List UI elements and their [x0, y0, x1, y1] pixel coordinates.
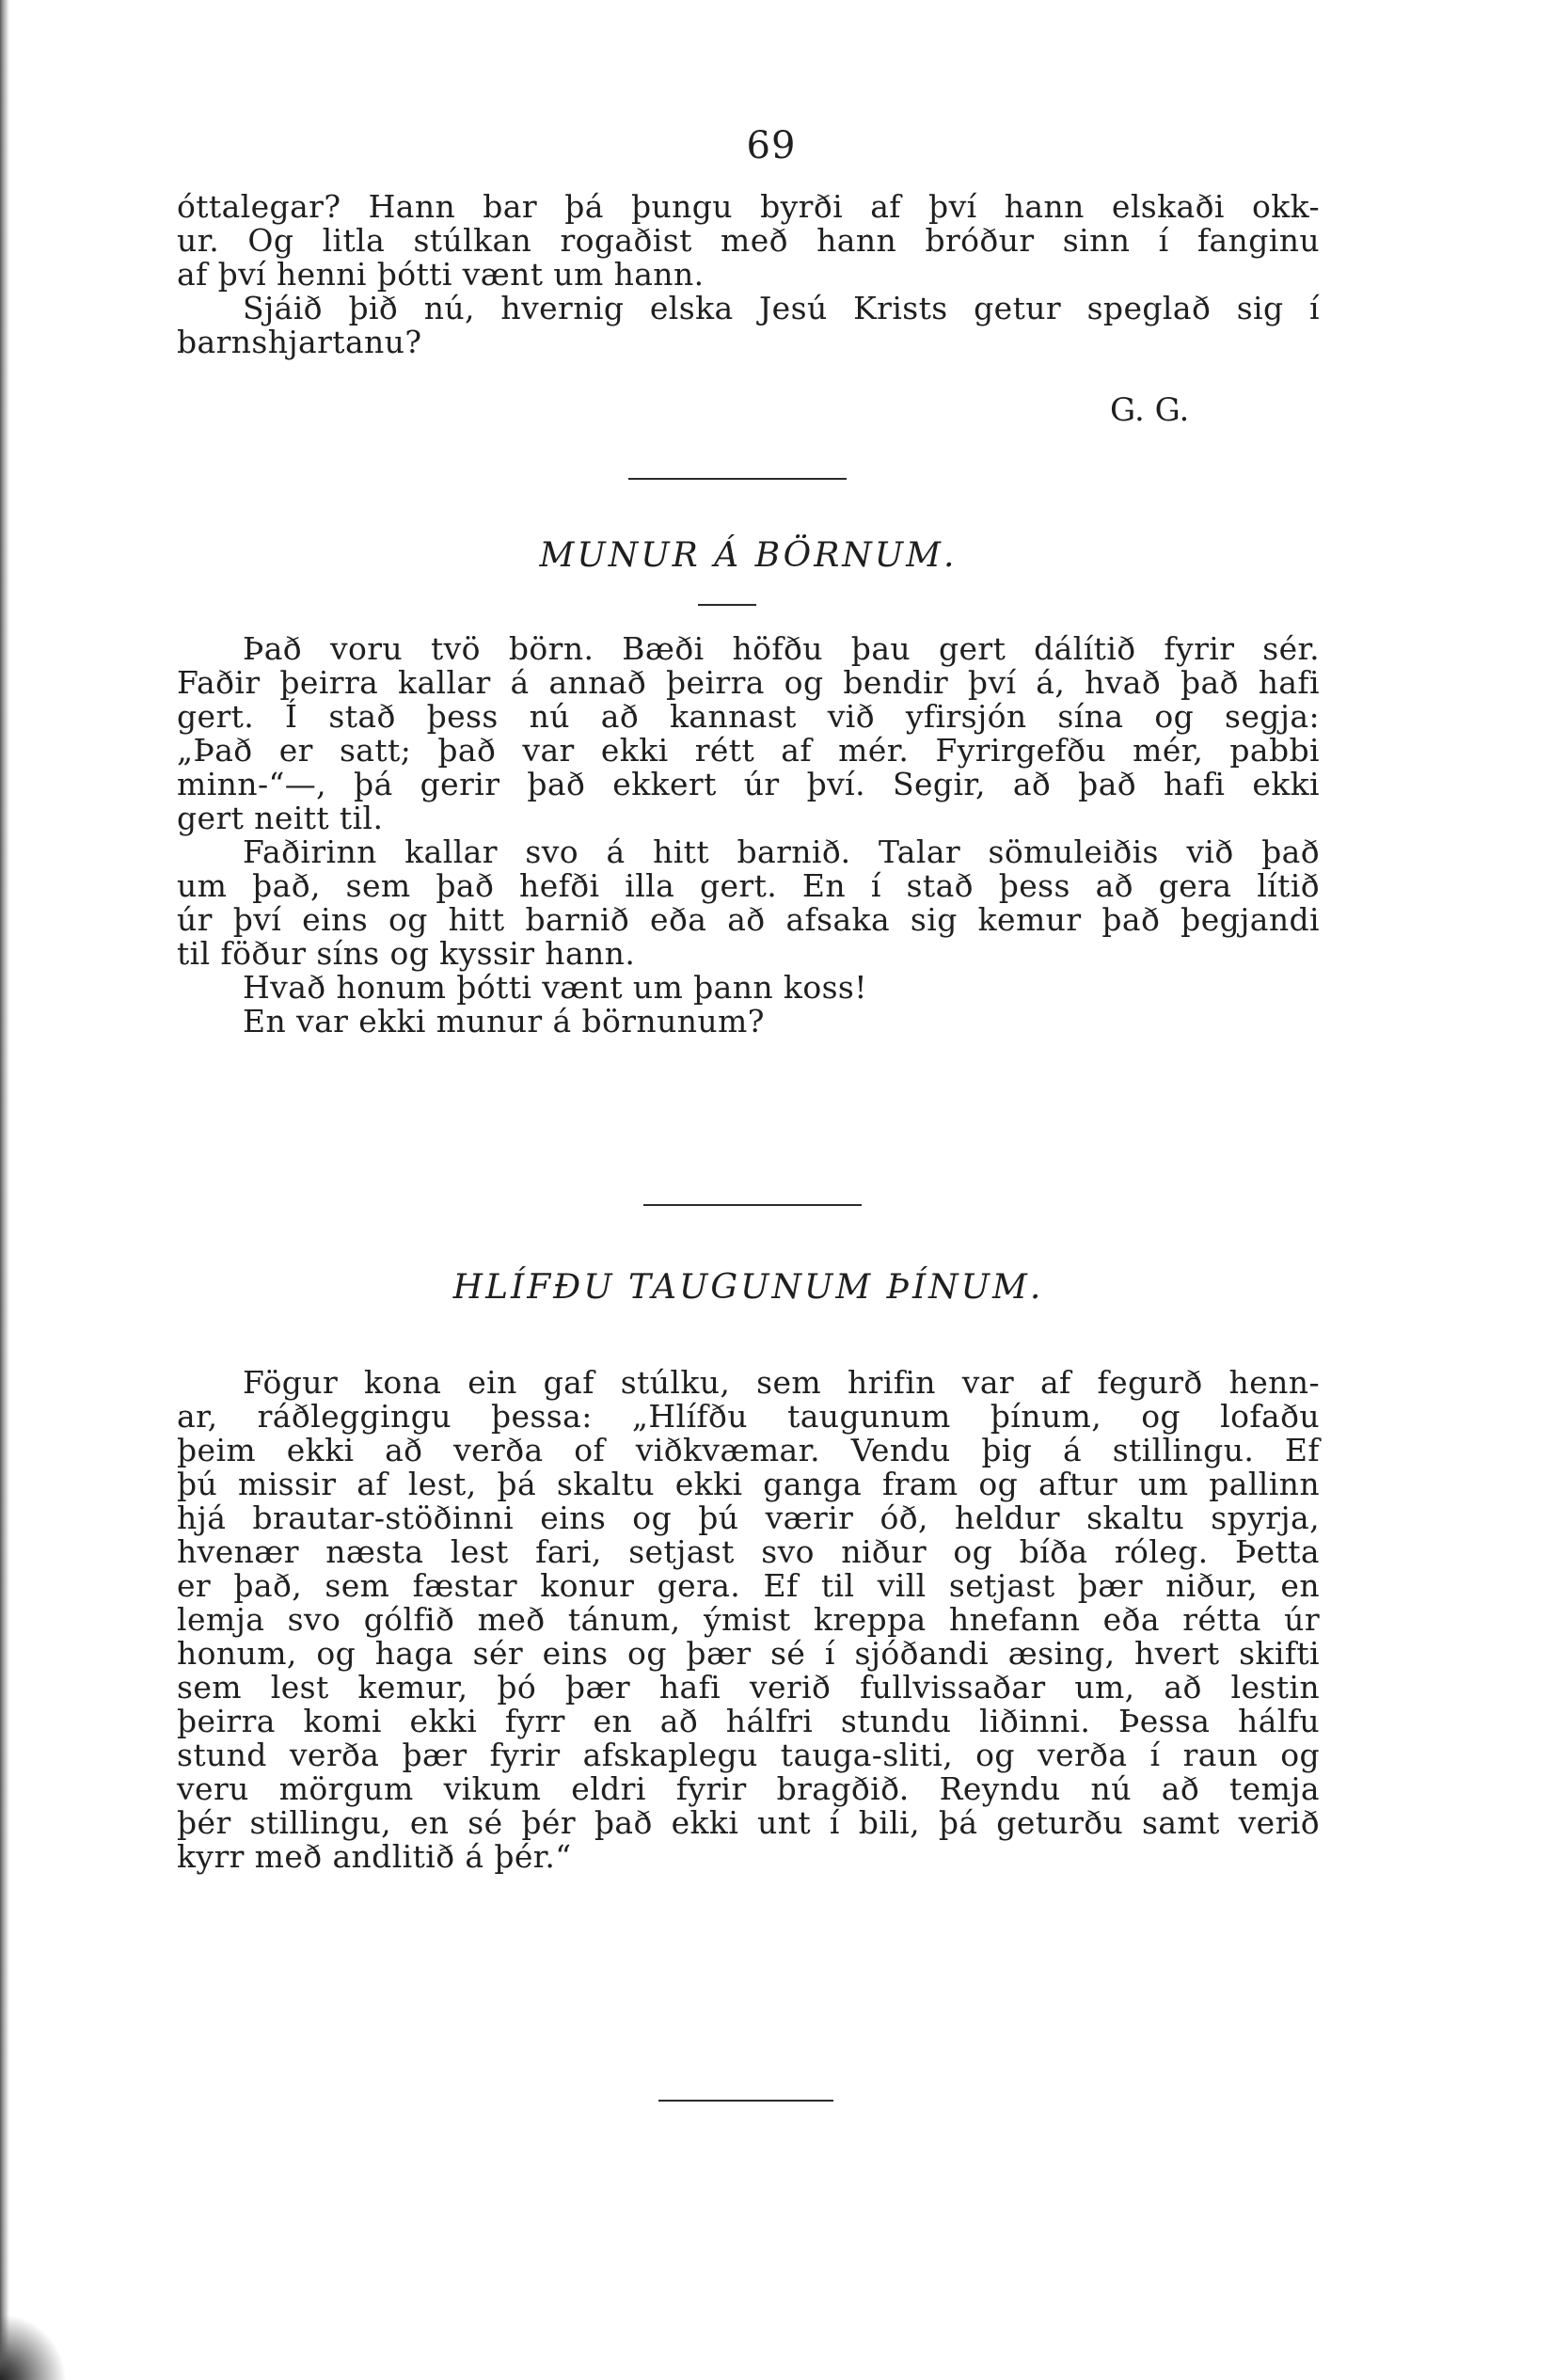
text-line: gert neitt til.: [177, 800, 384, 836]
text-line: sem lest kemur, þó þær hafi verið fullvissaðar um, að lestin: [177, 1669, 1320, 1706]
text-line: Hvað honum þótti vænt um þann koss!: [243, 969, 867, 1006]
text-line: lemja svo gólfið með tánum, ýmist kreppa hnefann eða rétta úr: [177, 1601, 1320, 1638]
text-line: ar, ráðleggingu þessa: „Hlífðu taugunum þínum, og lofaðu: [177, 1398, 1320, 1435]
text-line: til föður síns og kyssir hann.: [177, 935, 636, 972]
scan-edge-corner: [0, 2305, 75, 2380]
heading-underline: [698, 604, 756, 606]
text-line: veru mörgum vikum eldri fyrir bragðið. Reyndu nú að temja: [177, 1770, 1320, 1807]
section-munur: [177, 632, 1320, 1039]
text-line: af því henni þótti vænt um hann.: [177, 256, 705, 293]
text-line: kyrr með andlitið á þér.“: [177, 1838, 572, 1875]
text-line: óttalegar? Hann bar þá þungu byrði af því hann elskaði okk-: [177, 188, 1320, 225]
text-line: Faðir þeirra kallar á annað þeirra og bendir því á, hvað það hafi: [177, 664, 1320, 701]
text-line: Fögur kona ein gaf stúlku, sem hrifin var af fegurð henn-: [243, 1364, 1320, 1401]
signature: G. G.: [1110, 391, 1190, 429]
section-heading: HLÍFÐU TAUGUNUM ÞÍNUM.: [452, 1268, 1044, 1307]
text-line: ur. Og litla stúlkan rogaðist með hann bróður sinn í fanginu: [177, 222, 1320, 259]
text-line: hjá brautar-stöðinni eins og þú værir óð, heldur skaltu spyrja,: [177, 1499, 1320, 1536]
section-heading: MUNUR Á BÖRNUM.: [539, 536, 958, 575]
text-line: gert. Í stað þess nú að kannast við yfirsjón sína og segja:: [177, 698, 1320, 735]
section-continuation: [177, 190, 1320, 359]
text-line: stund verða þær fyrir afskaplegu tauga-sliti, og verða í raun og: [177, 1737, 1320, 1773]
scan-edge: [0, 0, 9, 2380]
section-divider: [658, 2100, 833, 2102]
section-divider: [628, 478, 847, 480]
text-line: úr því eins og hitt barnið eða að afsaka sig kemur það þegjandi: [177, 901, 1320, 938]
text-line: hvenær næsta lest fari, setjast svo niður og bíða róleg. Þetta: [177, 1533, 1320, 1570]
text-line: þú missir af lest, þá skaltu ekki ganga fram og aftur um pallinn: [177, 1466, 1320, 1502]
text-line: barnshjartanu?: [177, 324, 422, 360]
text-line: Faðirinn kallar svo á hitt barnið. Talar sömuleiðis við það: [243, 833, 1320, 870]
text-line: þeirra komi ekki fyrr en að hálfri stundu liðinni. Þessa hálfu: [177, 1703, 1320, 1739]
text-line: honum, og haga sér eins og þær sé í sjóðandi æsing, hvert skifti: [177, 1635, 1320, 1672]
text-line: um það, sem það hefði illa gert. En í stað þess að gera lítið: [177, 867, 1320, 904]
text-line: er það, sem fæstar konur gera. Ef til vill setjast þær niður, en: [177, 1567, 1320, 1604]
text-line: Það voru tvö börn. Bæði höfðu þau gert dálítið fyrir sér.: [243, 630, 1320, 667]
section-divider: [643, 1204, 862, 1206]
text-line: „Það er satt; það var ekki rétt af mér. Fyrirgefðu mér, pabbi: [177, 732, 1320, 769]
section-hlifdu: [177, 1366, 1320, 1874]
text-line: þeim ekki að verða of viðkvæmar. Vendu þig á stillingu. Ef: [177, 1432, 1320, 1468]
text-line: þér stillingu, en sé þér það ekki unt í bili, þá geturðu samt verið: [177, 1804, 1320, 1841]
text-line: Sjáið þið nú, hvernig elska Jesú Krists getur speglað sig í: [243, 290, 1320, 326]
text-line: minn-“—, þá gerir það ekkert úr því. Segir, að það hafi ekki: [177, 766, 1320, 802]
text-line: En var ekki munur á börnunum?: [243, 1003, 765, 1039]
page-number: 69: [746, 124, 797, 167]
